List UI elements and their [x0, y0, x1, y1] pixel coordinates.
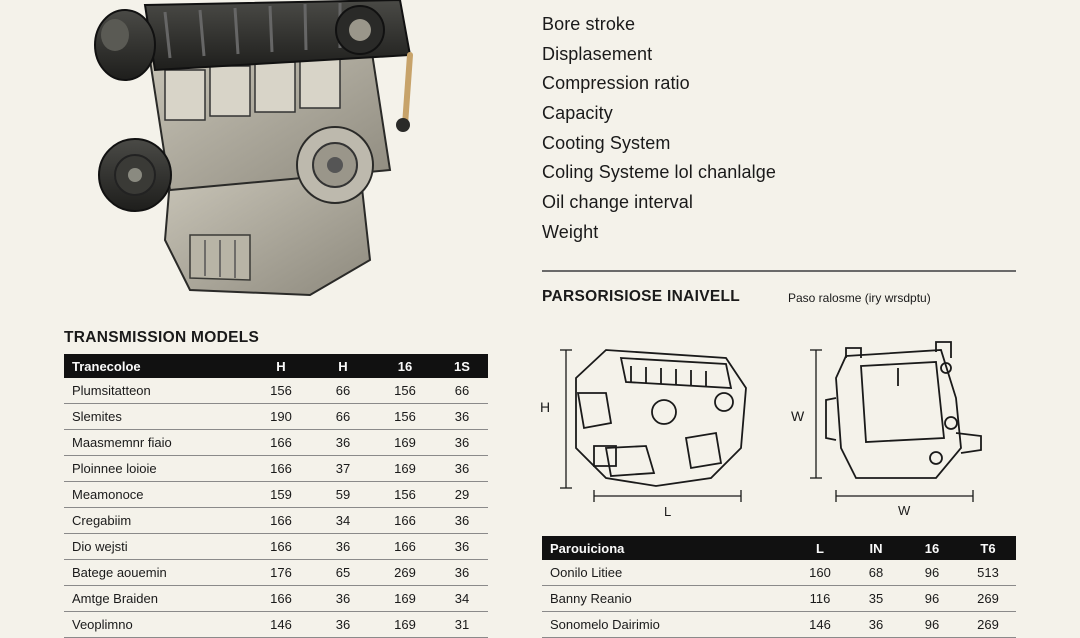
left-accessory: [95, 10, 155, 80]
table-cell: 36: [436, 508, 488, 534]
performance-table: [542, 536, 1016, 638]
table-cell: Slemites: [64, 404, 250, 430]
column-header: L: [792, 536, 848, 560]
column-header: H: [312, 354, 374, 378]
table-cell: 36: [312, 586, 374, 612]
table-cell: 146: [792, 612, 848, 638]
table-cell: 160: [792, 560, 848, 586]
table-row: [64, 508, 488, 534]
length-dimension: [594, 490, 741, 502]
height-dimension: [560, 350, 572, 488]
table-cell: 166: [250, 534, 312, 560]
table-cell: 269: [960, 586, 1016, 612]
table-cell: 36: [436, 560, 488, 586]
table-cell: 66: [312, 378, 374, 404]
column-header: 16: [374, 354, 436, 378]
table-cell: Maasmemnr fiaio: [64, 430, 250, 456]
table-cell: Meamonoce: [64, 482, 250, 508]
table-cell: 36: [436, 534, 488, 560]
table-cell: 36: [436, 404, 488, 430]
height-label: H: [540, 399, 551, 415]
table-cell: 169: [374, 430, 436, 456]
column-header: 1S: [436, 354, 488, 378]
table-cell: Ploinnee loioie: [64, 456, 250, 482]
dipstick: [396, 55, 410, 132]
table-cell: 156: [374, 404, 436, 430]
table-cell: 190: [250, 404, 312, 430]
table-header-row: [542, 536, 1016, 560]
spec-item: Bore stroke: [542, 14, 636, 34]
table-row: [64, 404, 488, 430]
table-cell: 36: [436, 430, 488, 456]
table-cell: 166: [250, 586, 312, 612]
spec-item: Displasement: [542, 43, 653, 64]
table-row: [64, 378, 488, 404]
table-row: [64, 430, 488, 456]
table-cell: 66: [312, 404, 374, 430]
column-header: T6: [960, 536, 1016, 560]
table-row: [64, 456, 488, 482]
spec-item: Weight: [542, 221, 599, 242]
table-cell: 65: [312, 560, 374, 586]
table-cell: 37: [312, 456, 374, 482]
transmission-heading: TRANSMISSION MODELS: [64, 329, 260, 346]
table-cell: 166: [374, 508, 436, 534]
table-cell: 169: [374, 456, 436, 482]
table-cell: 156: [250, 378, 312, 404]
spec-item: Coling Systeme lol chanlalge: [542, 162, 776, 183]
table-cell: 169: [374, 612, 436, 638]
table-row: [542, 612, 1016, 638]
column-header: 16: [904, 536, 960, 560]
transmission-table: [64, 354, 488, 638]
table-cell: 166: [250, 456, 312, 482]
table-cell: Plumsitatteon: [64, 378, 250, 404]
table-row: [542, 586, 1016, 612]
length-label: L: [664, 504, 672, 519]
table-cell: 176: [250, 560, 312, 586]
table-cell: 59: [312, 482, 374, 508]
table-cell: 34: [312, 508, 374, 534]
table-cell: 156: [374, 378, 436, 404]
spec-item: Cooting System: [542, 132, 671, 153]
dimensions-heading: PARSORISIOSE INAIVELL: [542, 288, 741, 305]
table-cell: 36: [848, 612, 904, 638]
table-cell: 96: [904, 586, 960, 612]
spec-item: Oil change interval: [542, 192, 693, 213]
table-cell: 146: [250, 612, 312, 638]
table-row: [64, 612, 488, 638]
front-view-drawing: [536, 338, 766, 523]
engine-illustration: [70, 0, 430, 300]
table-row: [64, 586, 488, 612]
spec-item: Compression ratio: [542, 73, 690, 94]
table-cell: 166: [250, 430, 312, 456]
table-cell: Amtge Braiden: [64, 586, 250, 612]
section-divider: [542, 270, 1016, 272]
spec-list: [542, 12, 776, 250]
width-dimension-horizontal: [836, 490, 973, 502]
table-cell: 116: [792, 586, 848, 612]
table-cell: 269: [960, 612, 1016, 638]
pulley: [297, 127, 373, 203]
table-cell: Cregabiim: [64, 508, 250, 534]
column-header: IN: [848, 536, 904, 560]
spec-item: Capacity: [542, 103, 613, 124]
table-cell: Sonomelo Dairimio: [542, 612, 792, 638]
table-cell: Banny Reanio: [542, 586, 792, 612]
dimensions-note: Paso ralosme (iry wrsdptu): [788, 291, 931, 305]
table-cell: 96: [904, 612, 960, 638]
table-row: [542, 560, 1016, 586]
column-header: Parouiciona: [542, 536, 792, 560]
table-cell: 29: [436, 482, 488, 508]
ac-compressor: [99, 139, 171, 211]
table-cell: 31: [436, 612, 488, 638]
table-cell: 68: [848, 560, 904, 586]
width-dimension-vertical: [810, 350, 822, 478]
column-header: H: [250, 354, 312, 378]
table-cell: 36: [312, 430, 374, 456]
table-cell: Batege aouemin: [64, 560, 250, 586]
table-cell: 96: [904, 560, 960, 586]
table-cell: 513: [960, 560, 1016, 586]
table-cell: 66: [436, 378, 488, 404]
table-cell: 36: [312, 612, 374, 638]
table-row: [64, 534, 488, 560]
table-cell: 34: [436, 586, 488, 612]
table-cell: 35: [848, 586, 904, 612]
table-cell: 269: [374, 560, 436, 586]
table-header-row: [64, 354, 488, 378]
table-cell: 169: [374, 586, 436, 612]
side-view-drawing: [786, 338, 996, 523]
table-row: [64, 560, 488, 586]
table-cell: 159: [250, 482, 312, 508]
table-row: [64, 482, 488, 508]
table-cell: 166: [374, 534, 436, 560]
table-cell: Dio wejsti: [64, 534, 250, 560]
table-cell: Veoplimno: [64, 612, 250, 638]
table-cell: 166: [250, 508, 312, 534]
width-bottom-label: W: [898, 503, 911, 518]
column-header: Tranecoloe: [64, 354, 250, 378]
table-cell: Oonilo Litiee: [542, 560, 792, 586]
table-cell: 36: [312, 534, 374, 560]
table-cell: 156: [374, 482, 436, 508]
table-cell: 36: [436, 456, 488, 482]
width-label: W: [791, 408, 805, 424]
